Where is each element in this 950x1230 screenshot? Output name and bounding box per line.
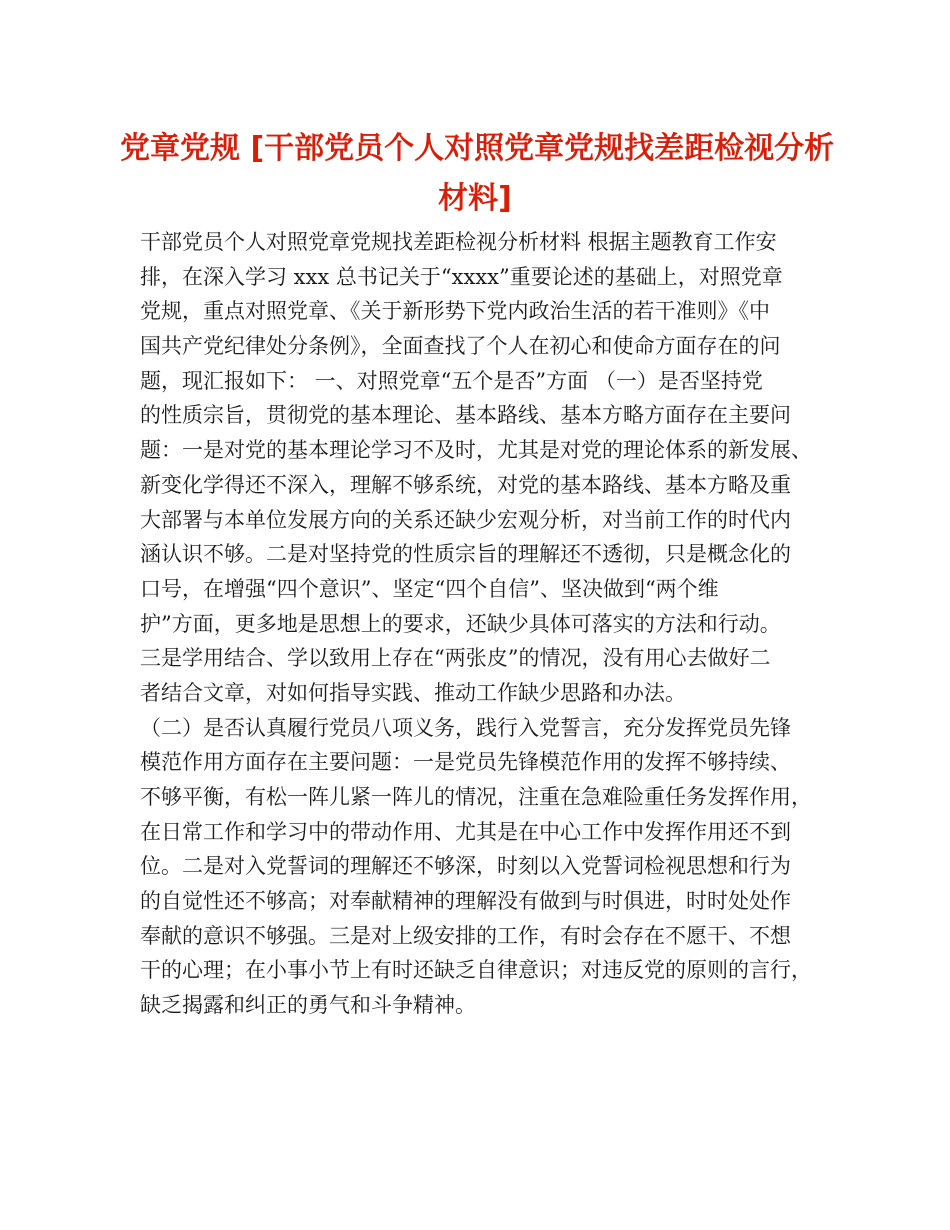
title-line: 材料] — [438, 181, 512, 216]
body-line: 题，现汇报如下： 一、对照党章“五个是否”方面 （一）是否坚持党 — [140, 368, 763, 393]
body-line: 干部党员个人对照党章党规找差距检视分析材料 根据主题教育工作安 — [140, 230, 777, 254]
body-line: 的性质宗旨，贯彻党的基本理论、基本路线、基本方略方面存在主要问 — [140, 403, 791, 428]
body-line: 位。二是对入党誓词的理解还不够深，时刻以入党誓词检视思想和行为 — [140, 854, 791, 879]
title-line: 党章党规 [干部党员个人对照党章党规找差距检视分析 — [120, 131, 835, 166]
body-line: 大部署与本单位发展方向的关系还缺少宏观分析，对当前工作的时代内 — [140, 507, 791, 532]
body-line: 党规，重点对照党章、《关于新形势下党内政治生活的若干准则》《中 — [140, 299, 770, 324]
body-line: 护”方面，更多地是思想上的要求，还缺少具体可落实的方法和行动。 — [140, 611, 781, 636]
body-line: 排，在深入学习 xxx 总书记关于“xxxx”重要论述的基础上，对照党章 — [140, 264, 783, 289]
body-line: 者结合文章，对如何指导实践、推动工作缺少思路和办法。 — [140, 680, 686, 705]
body-line: 在日常工作和学习中的带动作用、尤其是在中心工作中发挥作用还不到 — [140, 819, 791, 844]
body-line: 口号，在增强“四个意识”、坚定“四个自信”、坚决做到“两个维 — [140, 576, 719, 601]
body-line: 涵认识不够。二是对坚持党的性质宗旨的理解还不透彻，只是概念化的 — [140, 542, 791, 567]
body-line: 奉献的意识不够强。三是对上级安排的工作，有时会存在不愿干、不想 — [140, 923, 791, 948]
body-line: 模范作用方面存在主要问题：一是党员先锋模范作用的发挥不够持续、 — [140, 750, 791, 775]
document-body — [140, 225, 830, 1023]
body-line: 国共产党纪律处分条例》，全面查找了个人在初心和使命方面存在的问 — [140, 334, 781, 359]
body-line: 干的心理；在小事小节上有时还缺乏自律意识；对违反党的原则的言行， — [140, 958, 812, 983]
body-line: （二）是否认真履行党员八项义务，践行入党誓言，充分发挥党员先锋 — [140, 715, 791, 740]
document-title — [120, 124, 835, 224]
body-line: 缺乏揭露和纠正的勇气和斗争精神。 — [140, 993, 476, 1018]
body-line: 题：一是对党的基本理论学习不及时，尤其是对党的理论体系的新发展、 — [140, 438, 812, 463]
body-line: 的自觉性还不够高；对奉献精神的理解没有做到与时俱进，时时处处作 — [140, 889, 791, 914]
body-line: 不够平衡，有松一阵儿紧一阵儿的情况，注重在急难险重任务发挥作用， — [140, 785, 812, 809]
body-line: 三是学用结合、学以致用上存在“两张皮”的情况，没有用心去做好二 — [140, 646, 771, 671]
body-line: 新变化学得还不深入，理解不够系统，对党的基本路线、基本方略及重 — [140, 472, 791, 497]
